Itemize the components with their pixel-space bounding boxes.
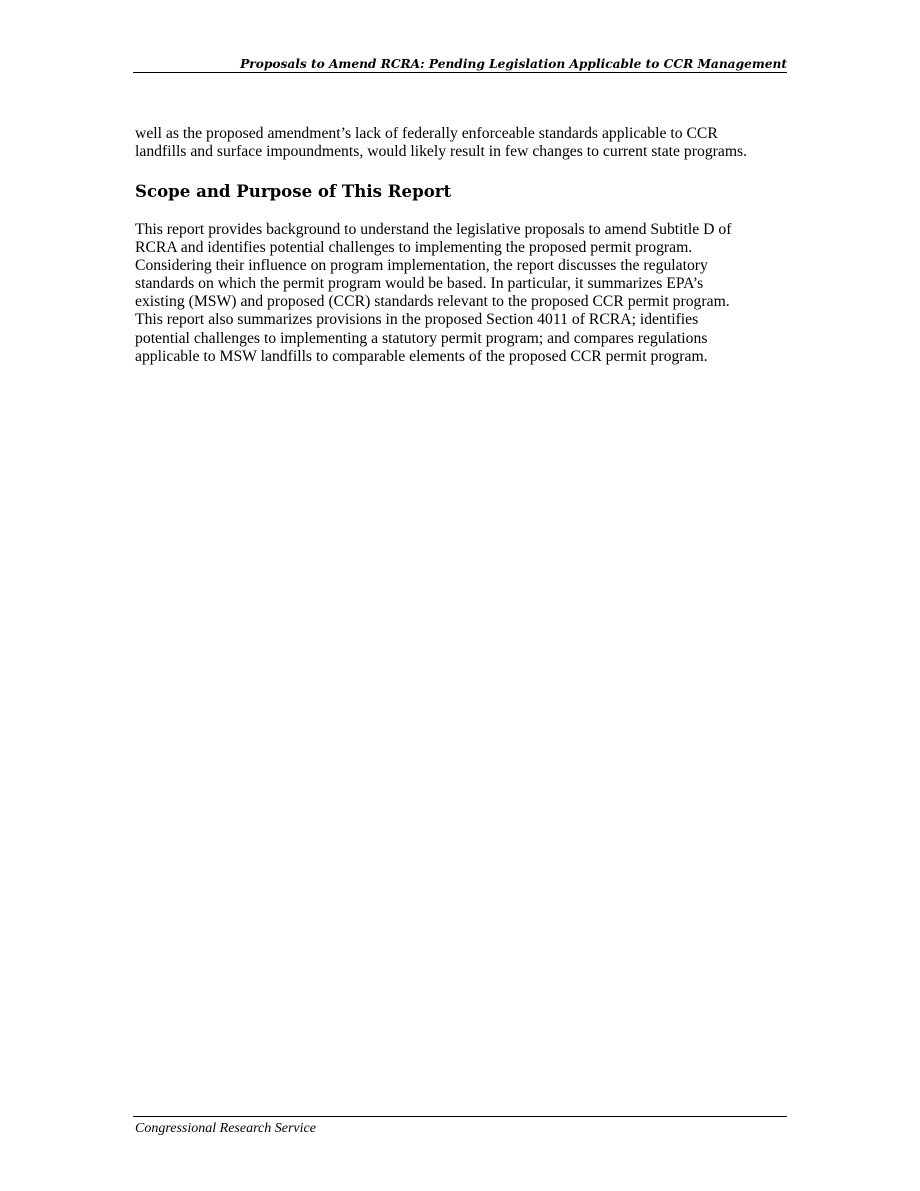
paragraph-line: potential challenges to implementing a statutory permit program; and compares regulations: [135, 329, 708, 347]
continuation-paragraph: [135, 125, 785, 161]
paragraph-line: applicable to MSW landfills to comparable elements of the proposed CCR permit program.: [135, 347, 708, 365]
running-header: Proposals to Amend RCRA: Pending Legislation Applicable to CCR Management: [240, 57, 787, 71]
section-heading: Scope and Purpose of This Report: [135, 181, 452, 201]
paragraph-line: well as the proposed amendment’s lack of federally enforceable standards applicable to CCR: [135, 125, 718, 142]
header-rule: [133, 72, 787, 73]
paragraph-line: RCRA and identifies potential challenges to implementing the proposed permit program.: [135, 239, 693, 257]
paragraph-line: This report provides background to understand the legislative proposals to amend Subtitle D of: [135, 221, 732, 238]
running-footer: Congressional Research Service: [135, 1121, 316, 1136]
scope-paragraph: [135, 221, 785, 366]
paragraph-line: Considering their influence on program implementation, the report discusses the regulatory: [135, 257, 708, 275]
footer-rule: [133, 1116, 787, 1117]
paragraph-line: landfills and surface impoundments, would likely result in few changes to current state programs.: [135, 143, 748, 161]
paragraph-line: This report also summarizes provisions in the proposed Section 4011 of RCRA; identifies: [135, 311, 699, 329]
paragraph-line: existing (MSW) and proposed (CCR) standards relevant to the proposed CCR permit program.: [135, 293, 730, 311]
paragraph-line: standards on which the permit program would be based. In particular, it summarizes EPA’s: [135, 275, 704, 293]
